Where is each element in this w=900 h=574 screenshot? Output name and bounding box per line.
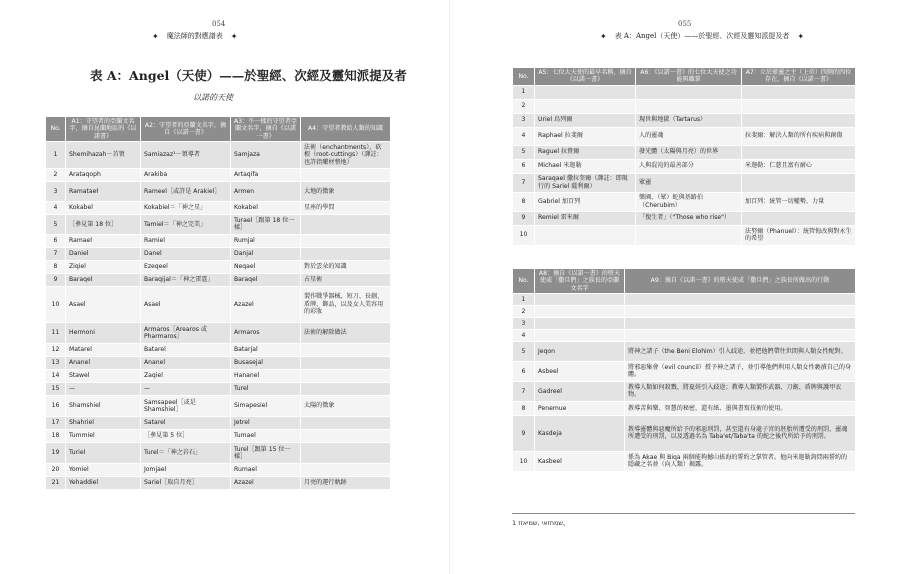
row-number: 6: [513, 159, 535, 173]
table-cell: Shahriel: [66, 416, 141, 429]
row-number: 9: [513, 415, 535, 451]
table-cell: Azazel: [231, 476, 301, 489]
table-cell: [301, 429, 391, 442]
table-cell: Ziqiel: [66, 260, 141, 273]
table-cell: [301, 463, 391, 476]
table-row: [513, 192, 856, 211]
table-cell: Zaqiel: [141, 369, 231, 382]
table-row: [46, 369, 391, 382]
table-cell: Jeqon: [535, 341, 625, 361]
table-row: [46, 141, 391, 168]
table-cell: [535, 317, 625, 329]
table-row: [513, 381, 856, 401]
table-row: [46, 214, 391, 234]
table-row: [46, 416, 391, 429]
table-row: [513, 127, 856, 145]
table-body: [513, 293, 856, 471]
table-row: [513, 225, 856, 245]
table-cell: Ananel: [66, 356, 141, 369]
row-number: 11: [46, 322, 66, 343]
row-number: 8: [513, 401, 535, 415]
running-head-text: 魔法師的對應譜表: [166, 32, 223, 40]
column-header: A3：不一樣的守望者亞蘭文名字，摘自《以諾一書》: [231, 117, 301, 142]
row-number: 7: [513, 173, 535, 192]
table-cell: Samjaza: [231, 141, 301, 168]
table-cell: 教導苦與樂、智慧的秘密，還有紙、墨與書寫技術的使用。: [625, 401, 856, 415]
table-cell: Artaqifa: [231, 168, 301, 181]
table-cell: 米迦勒：仁慈且富有耐心: [742, 159, 856, 173]
right-page-number: 055: [678, 20, 692, 28]
table-row: [46, 234, 391, 247]
table-cell: Kasbeel: [535, 451, 625, 471]
table-cell: ［參見第 5 位］: [141, 429, 231, 442]
table-cell: [742, 173, 856, 192]
row-number: 5: [46, 214, 66, 234]
table-row: [46, 463, 391, 476]
table-cell: Kokabel: [66, 201, 141, 214]
table-cell: Arakiba: [141, 168, 231, 181]
table-row: [46, 429, 391, 442]
table-a8-a9: [512, 268, 856, 472]
table-cell: Uriel 烏列爾: [535, 113, 636, 127]
table-row: [513, 159, 856, 173]
table-cell: [742, 211, 856, 225]
table-cell: [301, 369, 391, 382]
table-cell: [301, 247, 391, 260]
table-cell: [301, 356, 391, 369]
table-cell: —: [141, 382, 231, 395]
table-cell: 現世與地獄（Tartarus）: [636, 113, 742, 127]
column-header: A5：七位大天使的最早名稱，摘自《以諾一書》: [535, 68, 636, 86]
table-cell: Remiel 雷米爾: [535, 211, 636, 225]
column-header: A2：守望者的亞蘭文名字，摘自《以諾一書》: [141, 117, 231, 142]
table-cell: Batarjal: [231, 343, 301, 356]
column-header: No.: [46, 117, 66, 142]
table-row: [513, 415, 856, 451]
table-cell: Jomjael: [141, 463, 231, 476]
table-row: [513, 451, 856, 471]
table-row: [46, 442, 391, 463]
row-number: 5: [513, 145, 535, 159]
table-cell: Penemue: [535, 401, 625, 415]
table-cell: 人的靈魂: [636, 127, 742, 145]
table-cell: [301, 214, 391, 234]
table-cell: Shamshiel: [66, 395, 141, 416]
table-cell: Tamiel＝「神之完美」: [141, 214, 231, 234]
table-cell: Raphael 拉斐爾: [535, 127, 636, 145]
page-title: 表 A：Angel（天使）——於聖經、次經及靈知派提及者: [90, 68, 407, 83]
row-number: 16: [46, 395, 66, 416]
table-cell: [301, 442, 391, 463]
table-row: [46, 260, 391, 273]
table-row: [513, 361, 856, 381]
row-number: 7: [46, 247, 66, 260]
column-header: A8：摘自《以諾一書》的墮天使或「撒旦們」之族長的亞蘭文名字: [535, 269, 625, 294]
table-cell: Ananel: [141, 356, 231, 369]
table-body: [46, 141, 391, 489]
table-cell: Ramiel: [141, 234, 231, 247]
row-number: 4: [513, 329, 535, 341]
table-row: [46, 273, 391, 286]
row-number: 6: [46, 234, 66, 247]
left-running-head: [152, 31, 237, 41]
table-row: [46, 201, 391, 214]
table-cell: Turael［跟第 18 位一樣］: [231, 214, 301, 234]
table-cell: [636, 85, 742, 99]
table-row: [513, 211, 856, 225]
table-cell: 月亮的運行軌跡: [301, 476, 391, 489]
table-cell: ［參見第 18 位］: [66, 214, 141, 234]
table-cell: [742, 145, 856, 159]
table-cell: [636, 99, 742, 113]
table-cell: Kasdeja: [535, 415, 625, 451]
page-subtitle: 以諾的天使: [193, 93, 233, 102]
table-a1-a4: [45, 116, 391, 490]
table-row: [46, 343, 391, 356]
four-point-star-icon: ✦: [797, 31, 805, 41]
table-cell: [535, 305, 625, 317]
table-cell: Rameel［或許是 Arakiel］: [141, 181, 231, 201]
table-cell: Azazel: [231, 286, 301, 322]
table-cell: Stawel: [66, 369, 141, 382]
column-header: No.: [513, 68, 535, 86]
table-cell: 樂園、（眾）蛇與基路伯（Cherubim）: [636, 192, 742, 211]
row-number: 6: [513, 361, 535, 381]
table-cell: Raguel 拉貴爾: [535, 145, 636, 159]
row-number: 15: [46, 382, 66, 395]
row-number: 5: [513, 341, 535, 361]
table-row: [513, 293, 856, 305]
table-cell: Turiel: [66, 442, 141, 463]
table-header-row: [46, 117, 391, 142]
table-cell: 人與混沌的最善部分: [636, 159, 742, 173]
table-cell: [742, 85, 856, 99]
row-number: 4: [513, 127, 535, 145]
table-cell: 占星術: [301, 273, 391, 286]
table-cell: Rumael: [231, 463, 301, 476]
table-cell: —: [66, 382, 141, 395]
table-cell: 將邪惡集會（evil council）授予神之諸子，並引導他們利用人類女性褻瀆自己的身體。: [625, 361, 856, 381]
table-cell: Turel＝「神之岩石」: [141, 442, 231, 463]
table-row: [513, 317, 856, 329]
row-number: 3: [513, 317, 535, 329]
column-header: A4：守望者教給人類的知識: [301, 117, 391, 142]
table-cell: Batarel: [141, 343, 231, 356]
table-cell: Asael: [141, 286, 231, 322]
table-cell: Ramataeł: [66, 181, 141, 201]
table-header-row: [513, 68, 856, 86]
running-head-text: 表 A：Angel（天使）——於聖經、次經及靈知派提及者: [614, 32, 790, 40]
table-cell: Simapesiel: [231, 395, 301, 416]
table-cell: Tumael: [231, 429, 301, 442]
table-row: [513, 329, 856, 341]
table-cell: Rumjal: [231, 234, 301, 247]
column-header: A9：摘自《以諾一書》的墮天使或「撒旦們」之族長所做出的行動: [625, 269, 856, 294]
table-cell: Arataqoph: [66, 168, 141, 181]
row-number: 4: [46, 201, 66, 214]
table-row: [513, 305, 856, 317]
table-row: [46, 476, 391, 489]
table-cell: Shemihazah－首領: [66, 141, 141, 168]
table-cell: [301, 343, 391, 356]
row-number: 3: [513, 113, 535, 127]
table-cell: Baraqijal＝「神之雷霆」: [141, 273, 231, 286]
table-cell: 拉斐爾：解決人類的所有疾病與創傷: [742, 127, 856, 145]
table-cell: Jetrel: [231, 416, 301, 429]
table-cell: Gadreel: [535, 381, 625, 401]
table-row: [513, 145, 856, 159]
table-cell: Baraqel: [231, 273, 301, 286]
four-point-star-icon: ✦: [230, 31, 238, 41]
row-number: 13: [46, 356, 66, 369]
table-cell: Samsapeel［或是 Shamshiel］: [141, 395, 231, 416]
table-cell: [301, 382, 391, 395]
left-page-number: 054: [212, 20, 226, 28]
row-number: 17: [46, 416, 66, 429]
table-cell: [301, 416, 391, 429]
row-number: 20: [46, 463, 66, 476]
row-number: 19: [46, 442, 66, 463]
row-number: 1: [46, 141, 66, 168]
table-row: [46, 181, 391, 201]
row-number: 14: [46, 369, 66, 382]
row-number: 1: [513, 293, 535, 305]
row-number: 10: [513, 225, 535, 245]
table-cell: 係為 Akae 與 Biqa 兩個能夠撼山搖海的誓約之掌管者。他向米迦勒詢問兩誓約的隱藏之名並（向人類）揭露。: [625, 451, 856, 471]
row-number: 7: [513, 381, 535, 401]
table-cell: Armaros: [231, 322, 301, 343]
table-row: [513, 401, 856, 415]
row-number: 21: [46, 476, 66, 489]
table-cell: [301, 168, 391, 181]
table-row: [513, 85, 856, 99]
table-cell: 將神之諸子（the Beni Elohim）引入歧途，並把他們帶往世間與人類女性配對。: [625, 341, 856, 361]
table-cell: [625, 329, 856, 341]
table-cell: Hermoni: [66, 322, 141, 343]
row-number: 9: [46, 273, 66, 286]
table-cell: 大地的徵象: [301, 181, 391, 201]
table-cell: 發光體（太陽與月亮）的世界: [636, 145, 742, 159]
table-cell: [535, 225, 636, 245]
table-cell: 教導人類如何殺戮、將夏娃引入歧途；教導人類製作武器、刀劍、盾牌與護甲衣物。: [625, 381, 856, 401]
table-cell: Sariel［取自月亮］: [141, 476, 231, 489]
table-row: [46, 322, 391, 343]
table-cell: 眾靈: [636, 173, 742, 192]
table-cell: 法術的解除做法: [301, 322, 391, 343]
four-point-star-icon: ✦: [600, 31, 607, 41]
table-row: [513, 173, 856, 192]
table-cell: Samiazaz¹－領導者: [141, 141, 231, 168]
table-cell: Armaros［Arearos 或 Pharmaros］: [141, 322, 231, 343]
table-a5-a7: [512, 67, 856, 246]
row-number: 9: [513, 211, 535, 225]
table-row: [46, 168, 391, 181]
table-cell: Michael 米迦勒: [535, 159, 636, 173]
table-cell: Matarel: [66, 343, 141, 356]
table-row: [513, 113, 856, 127]
column-header: A1：守望者的亞蘭文名字，摘自昆蘭地區的《以諾書》: [66, 117, 141, 142]
table-cell: [301, 234, 391, 247]
table-cell: Gabriel 加百列: [535, 192, 636, 211]
row-number: 10: [46, 286, 66, 322]
row-number: 8: [513, 192, 535, 211]
table-cell: 加百列：統管一切權勢、力量: [742, 192, 856, 211]
table-cell: Armen: [231, 181, 301, 201]
table-cell: [535, 293, 625, 305]
table-cell: Yehaddiel: [66, 476, 141, 489]
table-cell: Danel: [141, 247, 231, 260]
table-cell: [625, 305, 856, 317]
row-number: 2: [513, 305, 535, 317]
table-cell: [535, 99, 636, 113]
table-cell: 法努爾（Phanuel）：統管悔改與對永生的希望: [742, 225, 856, 245]
table-cell: 對於雲朵的知識: [301, 260, 391, 273]
table-cell: [742, 99, 856, 113]
row-number: 8: [46, 260, 66, 273]
table-cell: [625, 293, 856, 305]
table-cell: Baraqel: [66, 273, 141, 286]
table-cell: 太陽的徵象: [301, 395, 391, 416]
row-number: 12: [46, 343, 66, 356]
table-cell: Kokabel: [231, 201, 301, 214]
footnote: 1 שמחזאי ,שמיאזז。: [512, 519, 570, 527]
table-cell: Ezeqeel: [141, 260, 231, 273]
table-cell: 法術（enchantments）、砍根（root-cuttings）（譯註：也許指藥材整地）: [301, 141, 391, 168]
table-cell: Neqael: [231, 260, 301, 273]
table-cell: Turel: [231, 382, 301, 395]
table-cell: Saraqael 撒拉奎爾（譯註：即現行的 Sariel 薩利爾）: [535, 173, 636, 192]
table-cell: 「復生者」（"Those who rise"）: [636, 211, 742, 225]
row-number: 2: [513, 99, 535, 113]
table-cell: [636, 225, 742, 245]
table-row: [46, 286, 391, 322]
table-cell: Daniel: [66, 247, 141, 260]
table-cell: 星座的學問: [301, 201, 391, 214]
table-cell: [535, 85, 636, 99]
row-number: 18: [46, 429, 66, 442]
table-header-row: [513, 269, 856, 294]
table-row: [46, 356, 391, 369]
row-number: 2: [46, 168, 66, 181]
column-header: A6：《以諾一書》的七位大天使之功能與職掌: [636, 68, 742, 86]
table-row: [513, 99, 856, 113]
table-cell: Asael: [66, 286, 141, 322]
row-number: 10: [513, 451, 535, 471]
table-cell: Ramael: [66, 234, 141, 247]
table-row: [46, 395, 391, 416]
table-body: [513, 85, 856, 245]
table-cell: Hananel: [231, 369, 301, 382]
table-cell: Danjal: [231, 247, 301, 260]
four-point-star-icon: ✦: [152, 31, 159, 41]
row-number: 3: [46, 181, 66, 201]
table-cell: Asbeel: [535, 361, 625, 381]
table-cell: [625, 317, 856, 329]
table-row: [513, 341, 856, 361]
table-cell: Kokabiel＝「神之星」: [141, 201, 231, 214]
row-number: 1: [513, 85, 535, 99]
column-header: No.: [513, 269, 535, 294]
table-cell: [535, 329, 625, 341]
footnote-divider: [512, 513, 855, 514]
table-cell: [742, 113, 856, 127]
table-row: [46, 247, 391, 260]
table-row: [46, 382, 391, 395]
column-header: A7：立於眾靈之主（上帝）四側的四位存在，摘自《以諾一書》: [742, 68, 856, 86]
table-cell: 製作戰爭器械、短刀、長劍、盾牌、飾品，以及女人美容用的彩妝: [301, 286, 391, 322]
table-cell: Tummiel: [66, 429, 141, 442]
table-cell: Satarel: [141, 416, 231, 429]
table-cell: Yomiel: [66, 463, 141, 476]
table-cell: Turel［跟第 15 位一樣］: [231, 442, 301, 463]
table-cell: Busasejal: [231, 356, 301, 369]
table-cell: 教導靈體與惡魔所給予的邪惡刑罰，甚至還有身處子宮的胚胎所遭受的刑罰、靈魂所遭受的刑罰，以及透過名為 Taba'et/Taba'ta 的蛇之後代所給予的刑罰。: [625, 415, 856, 451]
right-running-head: [600, 31, 804, 41]
